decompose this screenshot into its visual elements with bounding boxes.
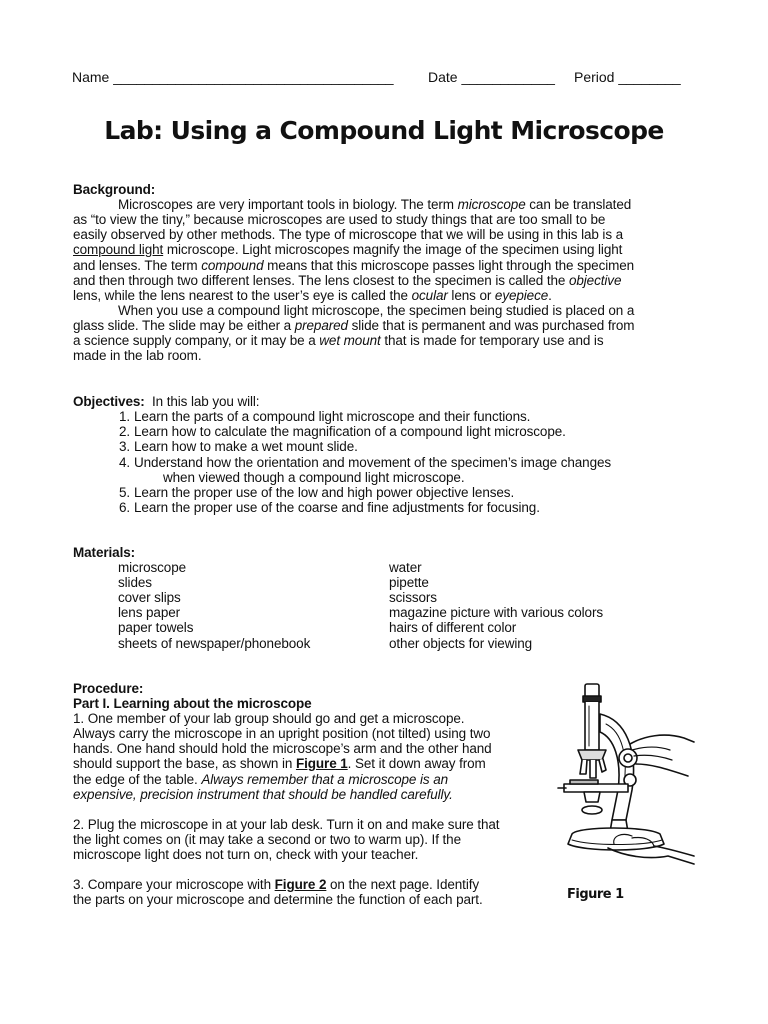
- material-item: pipette: [389, 575, 429, 590]
- material-item: sheets of newspaper/phonebook: [118, 636, 311, 651]
- material-item: microscope: [118, 560, 187, 575]
- background-line: and lenses. The term compound means that this microscope passes light through the specimen: [73, 258, 635, 273]
- objective-item: 5. Learn the proper use of the low and high power objective lenses.: [118, 485, 515, 500]
- background-line: made in the lab room.: [73, 348, 202, 363]
- background-line: compound light microscope. Light microscopes magnify the image of the specimen using light: [73, 242, 623, 257]
- objective-item: 2. Learn how to calculate the magnification of a compound light microscope.: [118, 424, 566, 439]
- background-line: Microscopes are very important tools in biology. The term microscope can be translated: [118, 197, 632, 212]
- objectives-heading: Objectives: In this lab you will:: [73, 394, 260, 409]
- background-line: a science supply company, or it may be a wet mount that is made for temporary use and is: [73, 333, 604, 348]
- material-item: water: [389, 560, 422, 575]
- background-line: as “to view the tiny,” because microscopes are used to study things that are too small to be: [73, 212, 606, 227]
- procedure-line: Always carry the microscope in an upright position (not tilted) using two: [73, 726, 491, 741]
- material-item: cover slips: [118, 590, 181, 605]
- procedure-line: expensive, precision instrument that should be handled carefully.: [73, 787, 453, 802]
- background-heading: Background:: [73, 182, 156, 197]
- objective-item-continued: when viewed though a compound light microscope.: [163, 470, 465, 485]
- background-line: glass slide. The slide may be either a prepared slide that is permanent and was purchased from: [73, 318, 635, 333]
- material-item: scissors: [389, 590, 437, 605]
- name-field[interactable]: Name ____________________________________: [72, 69, 394, 85]
- objective-item: 1. Learn the parts of a compound light microscope and their functions.: [118, 409, 531, 424]
- procedure-part-title: Part I. Learning about the microscope: [73, 696, 312, 711]
- objective-item: 3. Learn how to make a wet mount slide.: [118, 439, 358, 454]
- procedure-line: 1. One member of your lab group should go and get a microscope.: [73, 711, 465, 726]
- procedure-line: should support the base, as shown in Figure 1. Set it down away from: [73, 756, 486, 771]
- page-title: Lab: Using a Compound Light Microscope: [104, 116, 664, 145]
- microscope-hand-icon: [548, 680, 696, 866]
- material-item: slides: [118, 575, 152, 590]
- date-field[interactable]: Date ____________: [428, 69, 555, 85]
- material-item: other objects for viewing: [389, 636, 533, 651]
- materials-heading: Materials:: [73, 545, 136, 560]
- objective-item: 6. Learn the proper use of the coarse and fine adjustments for focusing.: [118, 500, 540, 515]
- background-line: easily observed by other methods. The type of microscope that we will be using in this lab is a: [73, 227, 624, 242]
- procedure-line: 2. Plug the microscope in at your lab desk. Turn it on and make sure that: [73, 817, 500, 832]
- background-line: lens, while the lens nearest to the user’s eye is called the ocular lens or eyepiece.: [73, 288, 552, 303]
- procedure-line: hands. One hand should hold the microscope’s arm and the other hand: [73, 741, 492, 756]
- figure2-link[interactable]: Figure 2: [274, 877, 327, 892]
- procedure-line: the parts on your microscope and determine the function of each part.: [73, 892, 483, 907]
- background-line: When you use a compound light microscope, the specimen being studied is placed on a: [118, 303, 635, 318]
- procedure-line: 3. Compare your microscope with Figure 2 on the next page. Identify: [73, 877, 480, 892]
- figure-caption: Figure 1: [567, 887, 624, 902]
- material-item: hairs of different color: [389, 620, 517, 635]
- material-item: lens paper: [118, 605, 181, 620]
- background-line: and then through two different lenses. The lens closest to the specimen is called the objective: [73, 273, 622, 288]
- procedure-line: the light comes on (it may take a second or two to warm up). If the: [73, 832, 461, 847]
- figure1-link[interactable]: Figure 1: [295, 756, 348, 771]
- objective-item: 4. Understand how the orientation and movement of the specimen’s image changes: [118, 455, 612, 470]
- procedure-line: microscope light does not turn on, check with your teacher.: [73, 847, 419, 862]
- period-field[interactable]: Period ________: [574, 69, 681, 85]
- procedure-heading: Procedure:: [73, 681, 144, 696]
- material-item: paper towels: [118, 620, 194, 635]
- material-item: magazine picture with various colors: [389, 605, 603, 620]
- procedure-line: the edge of the table. Always remember that a microscope is an: [73, 772, 449, 787]
